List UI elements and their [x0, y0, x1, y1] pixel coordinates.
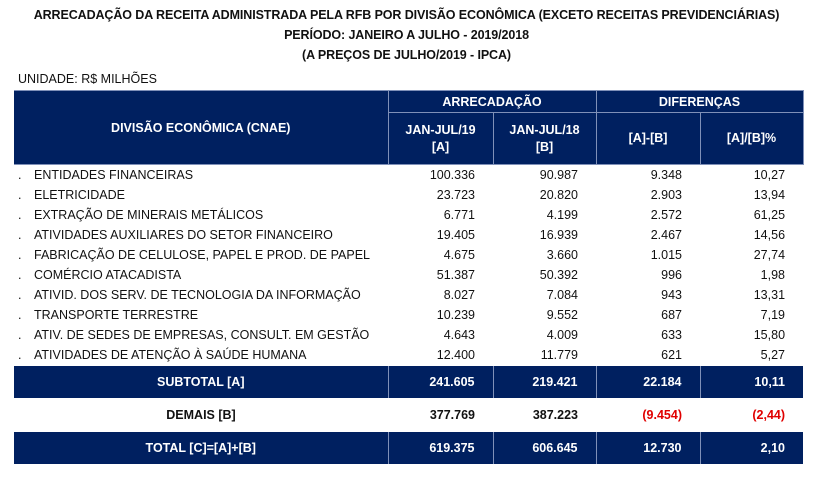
row-value-diff: 996	[661, 268, 682, 282]
demais-pct: (2,44)	[752, 408, 786, 422]
demais-a: 377.769	[429, 408, 475, 422]
revenue-table	[14, 90, 804, 464]
row-label-cell	[14, 265, 388, 285]
header-col-pct: [A]/[B]%	[700, 113, 803, 165]
row-label-cell	[14, 245, 388, 265]
row-value-b: 3.660	[546, 248, 578, 262]
header-division: DIVISÃO ECONÔMICA (CNAE)	[14, 91, 388, 165]
row-value-a: 10.239	[436, 308, 475, 322]
row-value-b: 16.939	[539, 228, 578, 242]
row-label: COMÉRCIO ATACADISTA	[34, 268, 182, 282]
subtotal-label: SUBTOTAL [A]	[14, 366, 388, 398]
row-value-a: 8.027	[443, 288, 475, 302]
table-row	[14, 165, 803, 186]
row-value-diff: 1.015	[650, 248, 682, 262]
row-bullet: .	[18, 188, 22, 202]
report-price-basis: (A PREÇOS DE JULHO/2019 - IPCA)	[302, 48, 511, 62]
table-row	[14, 205, 803, 225]
table-row	[14, 325, 803, 345]
row-bullet: .	[18, 228, 22, 242]
row-label: EXTRAÇÃO DE MINERAIS METÁLICOS	[34, 208, 264, 222]
row-value-diff: 9.348	[650, 168, 682, 182]
row-value-diff: 633	[661, 328, 682, 342]
table-row	[14, 245, 803, 265]
header-col-b-tag: [B]	[535, 139, 554, 154]
row-bullet: .	[18, 308, 22, 322]
total-row	[14, 432, 803, 464]
row-label: ELETRICIDADE	[34, 188, 125, 202]
row-value-diff: 2.572	[650, 208, 682, 222]
row-value-pct: 13,31	[753, 288, 786, 302]
row-value-diff: 621	[661, 348, 682, 362]
row-label: ATIVIDADES DE ATENÇÃO À SAÚDE HUMANA	[34, 348, 307, 362]
header-group-arrecadacao: ARRECADAÇÃO	[388, 91, 596, 113]
subtotal-pct: 10,11	[700, 366, 803, 398]
report-title: ARRECADAÇÃO DA RECEITA ADMINISTRADA PELA RFB POR DIVISÃO ECONÔMICA (EXCETO RECEITAS PREVIDENCIÁRIAS)	[33, 8, 780, 22]
row-value-b: 11.779	[540, 348, 578, 362]
total-label: TOTAL [C]=[A]+[B]	[14, 432, 388, 464]
row-value-a: 4.643	[443, 328, 475, 342]
row-label: ATIV. DE SEDES DE EMPRESAS, CONSULT. EM GESTÃO	[34, 328, 370, 342]
table-row	[14, 265, 803, 285]
header-col-a	[388, 113, 493, 165]
row-value-a: 100.336	[429, 168, 475, 182]
demais-b: 387.223	[532, 408, 578, 422]
row-value-pct: 1,98	[760, 268, 786, 282]
header-col-b	[493, 113, 596, 165]
row-bullet: .	[18, 208, 22, 222]
row-value-diff: 943	[661, 288, 682, 302]
row-value-pct: 10,27	[753, 168, 786, 182]
row-value-b: 90.987	[539, 168, 578, 182]
row-label-cell	[14, 185, 388, 205]
row-value-pct: 5,27	[760, 348, 786, 362]
row-label-cell	[14, 345, 388, 365]
row-label: FABRICAÇÃO DE CELULOSE, PAPEL E PROD. DE PAPEL	[34, 248, 370, 262]
row-value-diff: 2.903	[650, 188, 682, 202]
row-value-pct: 7,19	[760, 308, 786, 322]
row-value-b: 7.084	[546, 288, 578, 302]
table-row	[14, 345, 803, 365]
table-row	[14, 285, 803, 305]
row-value-a: 19.405	[436, 228, 475, 242]
row-label: ATIVID. DOS SERV. DE TECNOLOGIA DA INFORMAÇÃO	[34, 288, 361, 302]
demais-label: DEMAIS [B]	[166, 408, 236, 422]
table-row	[14, 185, 803, 205]
header-col-b-period: JAN-JUL/18	[509, 122, 580, 137]
row-label-cell	[14, 325, 388, 345]
subtotal-row	[14, 366, 803, 398]
header-col-a-period: JAN-JUL/19	[405, 122, 476, 137]
row-bullet: .	[18, 168, 22, 182]
row-value-a: 23.723	[436, 188, 475, 202]
row-label-cell	[14, 305, 388, 325]
unit-label: UNIDADE: R$ MILHÕES	[18, 72, 157, 86]
row-value-b: 4.009	[546, 328, 578, 342]
row-value-b: 20.820	[539, 188, 578, 202]
row-label-cell	[14, 225, 388, 245]
total-diff: 12.730	[596, 432, 700, 464]
subtotal-diff: 22.184	[596, 366, 700, 398]
header-col-a-tag: [A]	[431, 139, 450, 154]
row-bullet: .	[18, 268, 22, 282]
total-a: 619.375	[388, 432, 493, 464]
row-value-pct: 61,25	[753, 208, 786, 222]
demais-row	[14, 398, 803, 432]
subtotal-a: 241.605	[388, 366, 493, 398]
row-label: TRANSPORTE TERRESTRE	[34, 308, 199, 322]
header-col-diff: [A]-[B]	[596, 113, 700, 165]
row-bullet: .	[18, 248, 22, 262]
row-value-a: 12.400	[436, 348, 475, 362]
total-pct: 2,10	[700, 432, 803, 464]
row-value-diff: 687	[661, 308, 682, 322]
row-label-cell	[14, 165, 388, 186]
subtotal-b: 219.421	[493, 366, 596, 398]
row-label: ENTIDADES FINANCEIRAS	[34, 168, 194, 182]
header-group-diferencas: DIFERENÇAS	[596, 91, 803, 113]
table-row	[14, 225, 803, 245]
report-period: PERÍODO: JANEIRO A JULHO - 2019/2018	[284, 28, 529, 42]
row-label-cell	[14, 285, 388, 305]
row-bullet: .	[18, 288, 22, 302]
row-value-a: 51.387	[436, 268, 475, 282]
row-value-pct: 14,56	[753, 228, 786, 242]
row-value-a: 4.675	[443, 248, 475, 262]
row-value-diff: 2.467	[650, 228, 682, 242]
row-label: ATIVIDADES AUXILIARES DO SETOR FINANCEIRO	[34, 228, 333, 242]
row-bullet: .	[18, 348, 22, 362]
row-value-b: 4.199	[546, 208, 578, 222]
row-value-pct: 27,74	[753, 248, 786, 262]
row-value-a: 6.771	[443, 208, 475, 222]
demais-diff: (9.454)	[642, 408, 682, 422]
row-value-b: 50.392	[539, 268, 578, 282]
table-row	[14, 305, 803, 325]
row-bullet: .	[18, 328, 22, 342]
row-value-pct: 13,94	[753, 188, 786, 202]
row-value-b: 9.552	[546, 308, 578, 322]
row-label-cell	[14, 205, 388, 225]
row-value-pct: 15,80	[753, 328, 786, 342]
total-b: 606.645	[493, 432, 596, 464]
